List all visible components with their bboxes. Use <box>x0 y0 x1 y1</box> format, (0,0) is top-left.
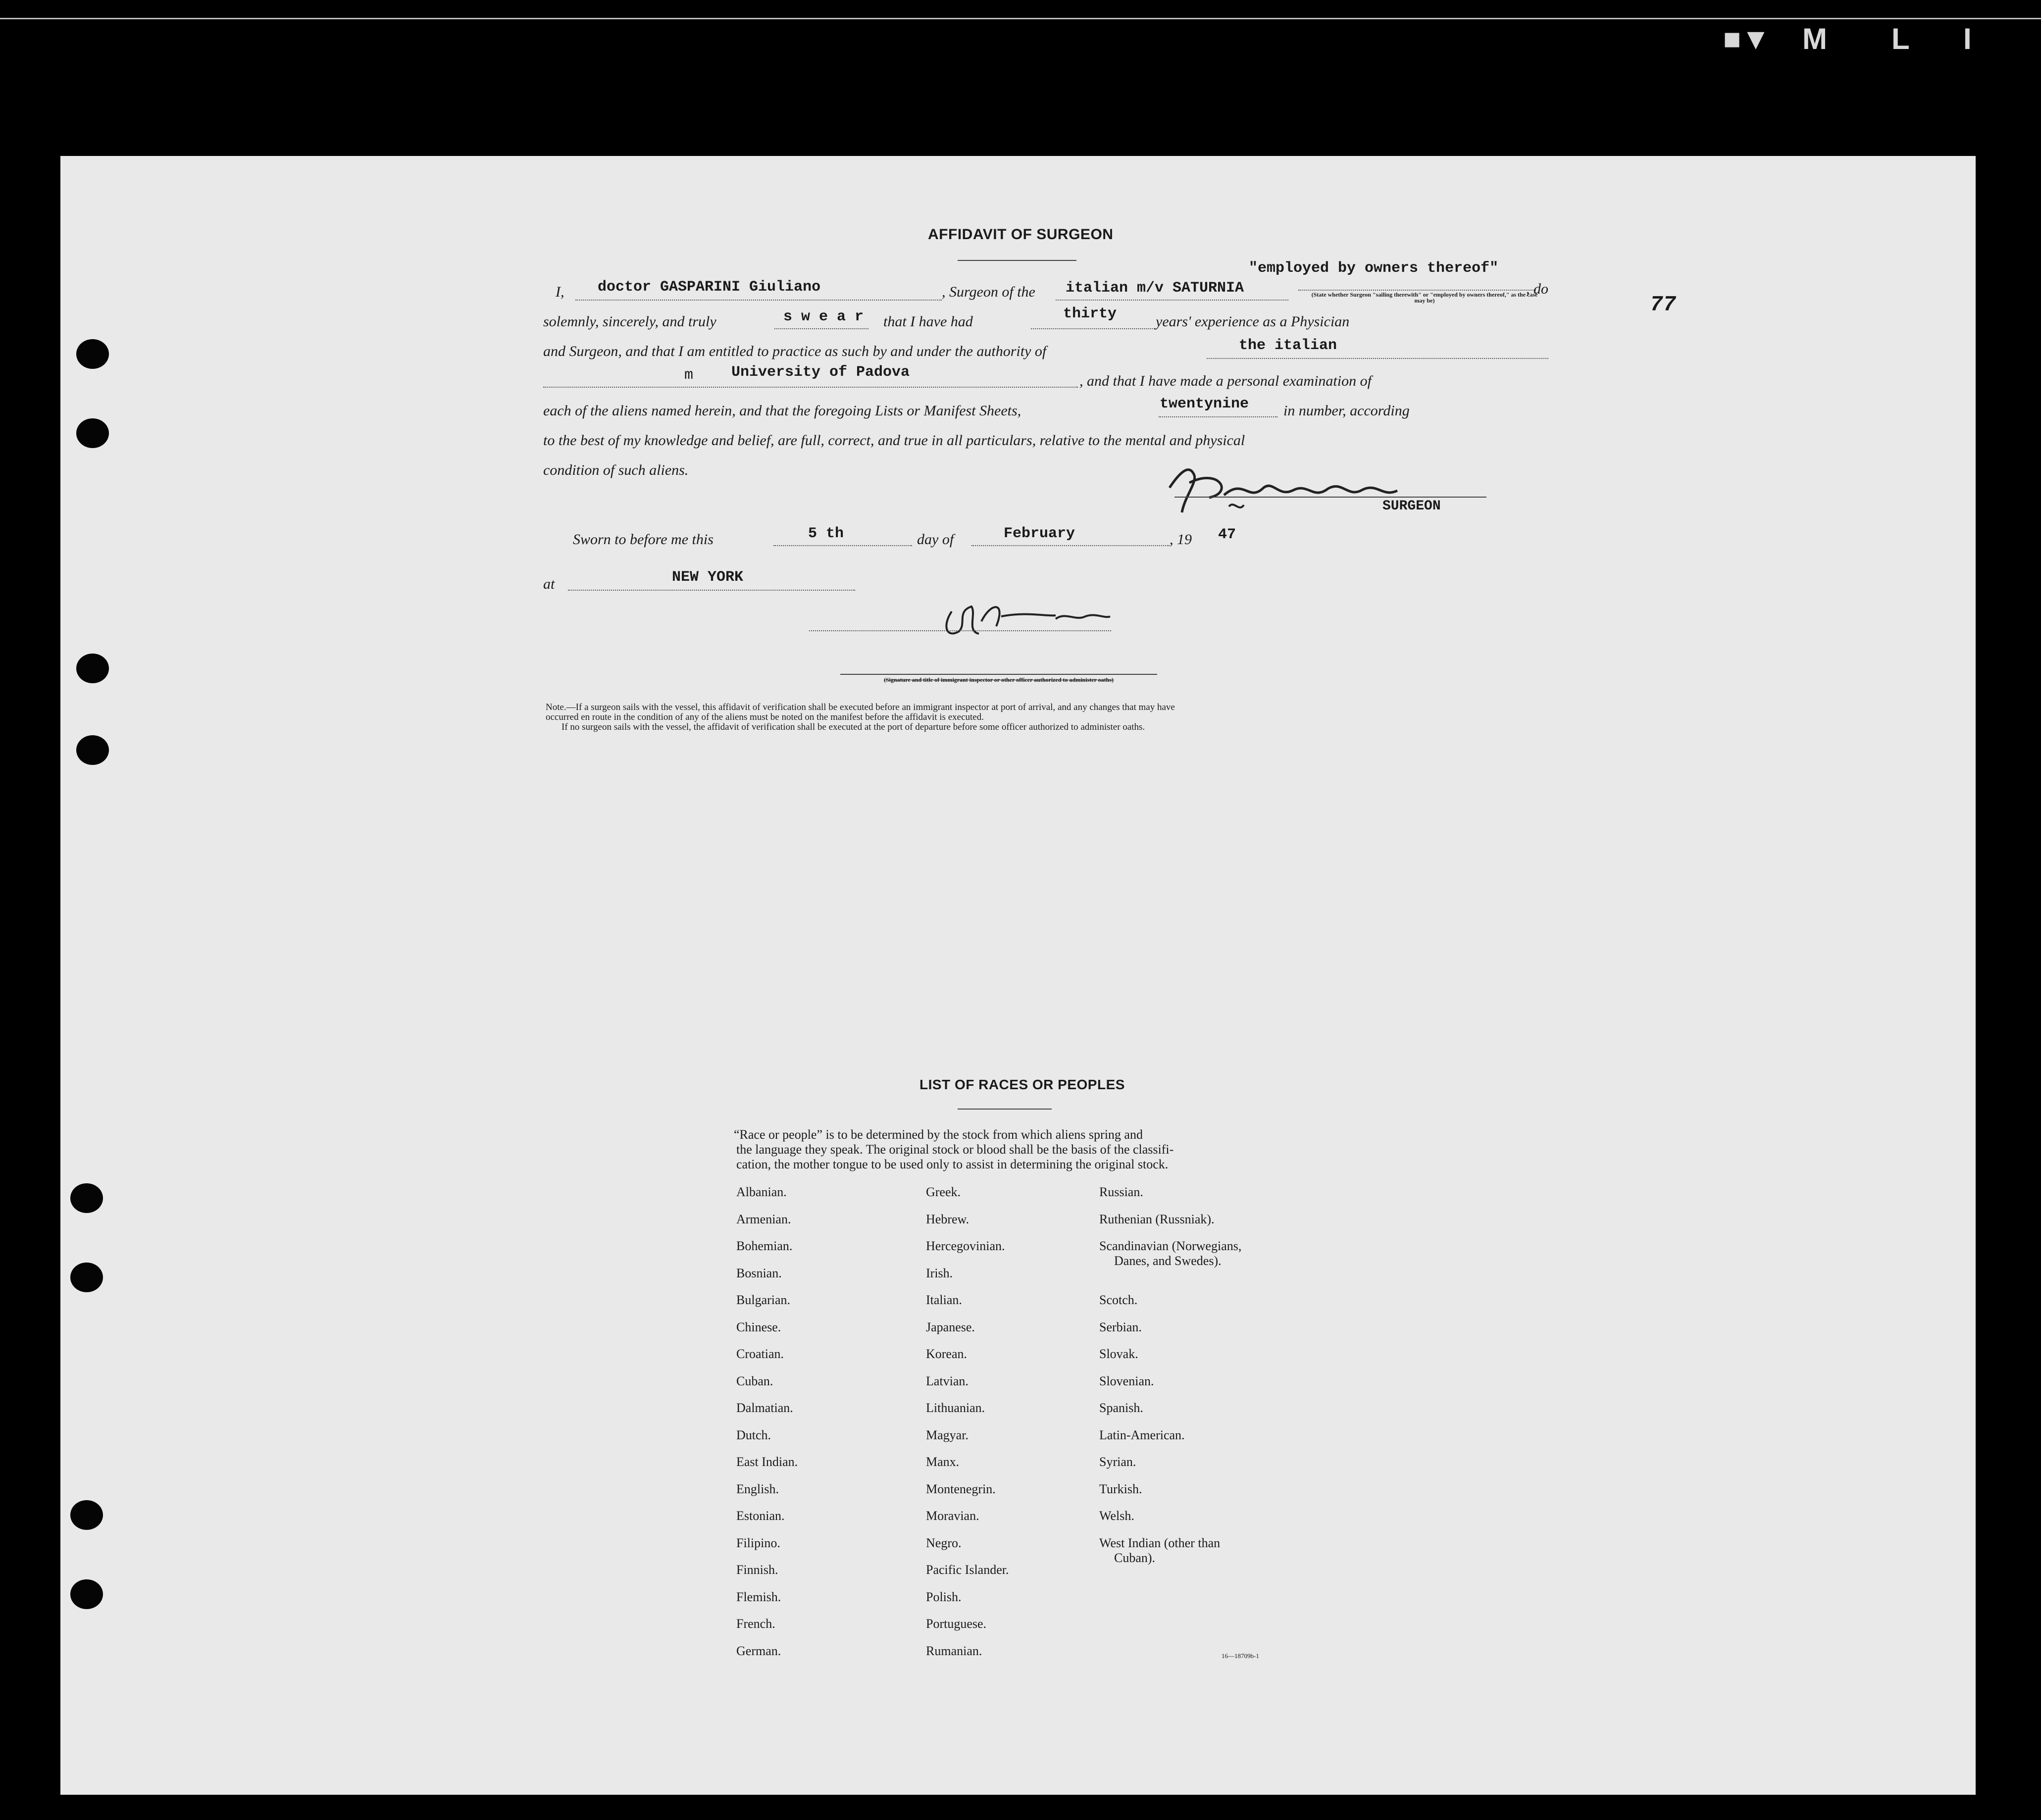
races-title: LIST OF RACES OR PEOPLES <box>919 1077 1125 1092</box>
fill-line <box>774 328 868 329</box>
page-number: 77 <box>1650 293 1676 317</box>
race-item: Hebrew. <box>926 1212 969 1226</box>
race-item: East Indian. <box>736 1455 798 1469</box>
race-item: Rumanian. <box>926 1643 982 1658</box>
fill-line <box>1031 328 1155 329</box>
frame-top-rule <box>0 18 2041 19</box>
fill-line <box>543 387 1078 388</box>
title-underline <box>958 260 1076 261</box>
years-field: thirty <box>1063 305 1117 322</box>
affidavit-text: at <box>543 576 555 592</box>
frame-mark-4: I <box>1963 22 1972 55</box>
race-item: Slovenian. <box>1099 1373 1154 1388</box>
race-item: Ruthenian (Russniak). <box>1099 1212 1215 1226</box>
inspector-signature-image <box>937 592 1115 646</box>
race-item: French. <box>736 1617 775 1631</box>
fill-line <box>1298 290 1536 291</box>
race-item: Korean. <box>926 1347 968 1361</box>
race-item: Moravian. <box>926 1509 979 1523</box>
punch-hole <box>70 1500 103 1530</box>
race-item: Hercegovinian. <box>926 1239 1005 1253</box>
affidavit-text: and Surgeon, and that I am entitled to practice as such by and under the authority of <box>543 343 1047 359</box>
race-item: Flemish. <box>736 1589 781 1604</box>
race-item: Magyar. <box>926 1427 969 1442</box>
race-item: Danes, and Swedes). <box>1114 1254 1222 1268</box>
race-item: Manx. <box>926 1455 960 1469</box>
affidavit-text: that I have had <box>883 313 973 330</box>
note-line-2: occurred en route in the condition of any of the aliens must be noted on the manifest before the affidavit is executed. <box>546 712 984 722</box>
race-item: Lithuanian. <box>926 1401 985 1415</box>
affidavit-text: condition of such aliens. <box>543 462 689 478</box>
race-item: Chinese. <box>736 1319 781 1334</box>
vessel-field: italian m/v SATURNIA <box>1066 280 1244 297</box>
race-item: Cuban). <box>1114 1550 1156 1565</box>
punch-hole <box>70 1183 103 1213</box>
race-item: Portuguese. <box>926 1617 987 1631</box>
fill-line <box>773 545 912 546</box>
race-item: Bulgarian. <box>736 1293 791 1307</box>
fill-line <box>1159 416 1277 417</box>
race-item: German. <box>736 1643 781 1658</box>
year-field: 47 <box>1218 526 1236 543</box>
punch-hole <box>76 418 109 448</box>
affidavit-text: Sworn to before me this <box>573 531 714 548</box>
race-item: Serbian. <box>1099 1319 1142 1334</box>
affidavit-text: , and that I have made a personal examination of <box>1079 373 1372 389</box>
place-field: NEW YORK <box>672 569 744 586</box>
race-item: Armenian. <box>736 1212 791 1226</box>
university-field: University of Padova <box>731 364 910 381</box>
punch-hole <box>76 735 109 765</box>
authority-field: the italian <box>1239 337 1337 354</box>
race-item: Welsh. <box>1099 1509 1134 1523</box>
races-intro-line-2: the language they speak. The original stock or blood shall be the basis of the classifi- <box>736 1142 1174 1157</box>
punch-hole <box>70 1263 103 1292</box>
note-line-1: Note.—If a surgeon sails with the vessel, this affidavit of verification shall be executed before an immigrant inspector at port of arrival, and any changes that may have <box>546 702 1175 712</box>
surgeon-label: SURGEON <box>1382 499 1441 514</box>
race-item: Scandinavian (Norwegians, <box>1099 1239 1242 1253</box>
race-item: Estonian. <box>736 1509 785 1523</box>
race-item: Pacific Islander. <box>926 1563 1009 1577</box>
races-column-1 <box>736 1185 798 1670</box>
race-item: Turkish. <box>1099 1481 1142 1496</box>
inspector-signature-line <box>840 674 1157 675</box>
race-item: Latin-American. <box>1099 1427 1185 1442</box>
surgeon-signature-line <box>1174 497 1486 498</box>
races-intro-line-3: cation, the mother tongue to be used only to assist in determining the original stock. <box>736 1157 1169 1171</box>
form-number: 16—18709b-1 <box>1222 1652 1259 1660</box>
race-item: Dutch. <box>736 1427 771 1442</box>
races-column-3 <box>1099 1185 1241 1577</box>
frame-mark-1: ■▼ <box>1723 22 1771 55</box>
university-mark: m <box>684 367 694 384</box>
fill-line <box>809 630 1111 631</box>
inspector-caption: (Signature and title of immigrant inspector or other officer authorized to administer oaths) <box>884 676 1114 683</box>
race-item: Spanish. <box>1099 1401 1143 1415</box>
affidavit-text: , Surgeon of the <box>942 284 1035 300</box>
affidavit-text: in number, according <box>1283 403 1410 419</box>
affidavit-text: to the best of my knowledge and belief, are full, correct, and true in all particulars, relative to the mental and physical <box>543 432 1245 449</box>
race-item: Finnish. <box>736 1563 778 1577</box>
race-item: Japanese. <box>926 1319 975 1334</box>
employment-hint: (State whether Surgeon "sailing therewith" or "employed by owners thereof," as the case may be) <box>1311 291 1538 304</box>
race-item: Italian. <box>926 1293 962 1307</box>
races-intro-line-1: “Race or people” is to be determined by the stock from which aliens spring and <box>734 1127 1143 1142</box>
race-item: Dalmatian. <box>736 1401 793 1415</box>
race-item: Filipino. <box>736 1535 780 1550</box>
surgeon-name-field: doctor GASPARINI Giuliano <box>598 279 821 296</box>
employment-field: "employed by owners thereof" <box>1249 260 1499 277</box>
race-item: Bosnian. <box>736 1265 782 1280</box>
race-item: Bohemian. <box>736 1239 793 1253</box>
race-item: West Indian (other than <box>1099 1535 1221 1550</box>
fill-line <box>1207 358 1548 359</box>
race-item: Slovak. <box>1099 1347 1138 1361</box>
punch-hole <box>76 339 109 369</box>
frame-mark-3: L <box>1891 22 1910 55</box>
fill-line <box>1056 300 1288 301</box>
race-item: Montenegrin. <box>926 1481 996 1496</box>
affidavit-text: solemnly, sincerely, and truly <box>543 313 716 330</box>
punch-hole <box>76 654 109 683</box>
month-field: February <box>1004 525 1075 542</box>
races-title-underline <box>958 1109 1052 1110</box>
document-page <box>60 156 1976 1795</box>
race-item: Syrian. <box>1099 1455 1136 1469</box>
frame-mark-2: M <box>1802 22 1827 55</box>
fill-line <box>971 545 1170 546</box>
day-field: 5 th <box>808 525 844 542</box>
race-item: Cuban. <box>736 1373 773 1388</box>
sheets-field: twentynine <box>1160 396 1249 412</box>
oath-field: s w e a r <box>783 308 864 325</box>
races-column-2 <box>926 1185 1009 1670</box>
race-item: Irish. <box>926 1265 953 1280</box>
punch-hole <box>70 1579 103 1609</box>
affidavit-text: , 19 <box>1170 531 1192 548</box>
race-item: Russian. <box>1099 1185 1143 1199</box>
affidavit-text: day of <box>917 531 954 548</box>
affidavit-text: I, <box>556 284 564 300</box>
race-item: Negro. <box>926 1535 962 1550</box>
race-item: Polish. <box>926 1589 962 1604</box>
race-item: Latvian. <box>926 1373 969 1388</box>
race-item: Scotch. <box>1099 1293 1138 1307</box>
fill-line <box>575 300 942 301</box>
affidavit-text: years' experience as a Physician <box>1156 313 1350 330</box>
affidavit-text: each of the aliens named herein, and that the foregoing Lists or Manifest Sheets, <box>543 403 1021 419</box>
affidavit-title: AFFIDAVIT OF SURGEON <box>928 226 1114 243</box>
fill-line <box>568 590 855 591</box>
race-item: Croatian. <box>736 1347 784 1361</box>
note-line-3: If no surgeon sails with the vessel, the affidavit of verification shall be executed at the port of departure before some officer authorized to administer oaths. <box>561 722 1145 732</box>
race-item: Greek. <box>926 1185 961 1199</box>
race-item: Albanian. <box>736 1185 787 1199</box>
race-item: English. <box>736 1481 779 1496</box>
affidavit-text: , do <box>1526 281 1548 297</box>
